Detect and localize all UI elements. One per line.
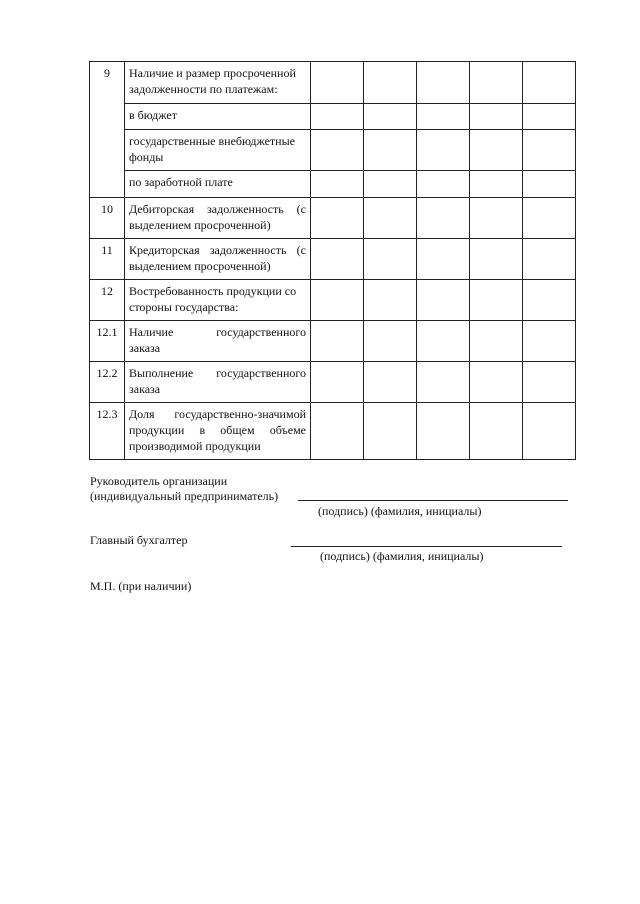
value-cell bbox=[417, 171, 470, 198]
head-signature-caption: (подпись) (фамилия, инициалы) bbox=[318, 504, 482, 518]
value-cell bbox=[364, 321, 417, 362]
value-cell bbox=[417, 62, 470, 104]
value-cell bbox=[311, 403, 364, 460]
value-cell bbox=[523, 321, 576, 362]
row-label-line: выделением просроченной) bbox=[129, 218, 271, 232]
head-subtitle: (индивидуальный предприниматель) bbox=[90, 489, 279, 503]
value-cell bbox=[470, 104, 523, 130]
row-label: Востребованность продукции со стороны государства: bbox=[125, 280, 311, 321]
table-row bbox=[90, 362, 576, 403]
value-cell bbox=[311, 362, 364, 403]
row-label: по заработной плате bbox=[125, 171, 311, 198]
value-cell bbox=[364, 171, 417, 198]
value-cell bbox=[417, 280, 470, 321]
value-cell bbox=[417, 198, 470, 239]
value-cell bbox=[523, 280, 576, 321]
value-cell bbox=[417, 104, 470, 130]
accountant-signature-caption: (подпись) (фамилия, инициалы) bbox=[320, 549, 484, 563]
row-label-line: Выполнение государственного bbox=[129, 366, 306, 380]
value-cell bbox=[364, 104, 417, 130]
value-cell bbox=[470, 321, 523, 362]
row-number: 10 bbox=[90, 198, 125, 239]
value-cell bbox=[470, 62, 523, 104]
value-cell bbox=[364, 362, 417, 403]
row-number: 12.1 bbox=[90, 321, 125, 362]
value-cell bbox=[311, 62, 364, 104]
value-cell bbox=[364, 280, 417, 321]
value-cell bbox=[523, 171, 576, 198]
table-row bbox=[90, 198, 576, 239]
value-cell bbox=[364, 62, 417, 104]
table-row bbox=[90, 171, 576, 198]
value-cell bbox=[470, 403, 523, 460]
row-label bbox=[125, 362, 311, 403]
head-title: Руководитель организации bbox=[90, 474, 228, 488]
row-label bbox=[125, 403, 311, 460]
row-number: 12.3 bbox=[90, 403, 125, 460]
value-cell bbox=[417, 403, 470, 460]
row-label bbox=[125, 321, 311, 362]
value-cell bbox=[523, 62, 576, 104]
value-cell bbox=[311, 280, 364, 321]
value-cell bbox=[523, 403, 576, 460]
value-cell bbox=[470, 198, 523, 239]
row-number: 9 bbox=[90, 62, 125, 198]
table-row bbox=[90, 280, 576, 321]
accountant-title: Главный бухгалтер bbox=[90, 533, 188, 547]
value-cell bbox=[311, 198, 364, 239]
row-label-line: продукции в общем объеме bbox=[129, 423, 306, 437]
table-row bbox=[90, 403, 576, 460]
value-cell bbox=[417, 362, 470, 403]
row-label-line: выделением просроченной) bbox=[129, 259, 271, 273]
value-cell bbox=[470, 239, 523, 280]
value-cell bbox=[417, 239, 470, 280]
value-cell bbox=[523, 198, 576, 239]
table-row bbox=[90, 321, 576, 362]
table-row bbox=[90, 62, 576, 104]
value-cell bbox=[523, 362, 576, 403]
value-cell bbox=[311, 171, 364, 198]
row-number: 12.2 bbox=[90, 362, 125, 403]
row-label: в бюджет bbox=[125, 104, 311, 130]
row-label-line: Кредиторская задолженность (с bbox=[129, 243, 306, 257]
table-row bbox=[90, 104, 576, 130]
value-cell bbox=[311, 130, 364, 171]
row-label-line: заказа bbox=[129, 341, 161, 355]
accountant-signature-line bbox=[291, 546, 562, 547]
value-cell bbox=[311, 321, 364, 362]
value-cell bbox=[523, 104, 576, 130]
value-cell bbox=[523, 130, 576, 171]
value-cell bbox=[470, 280, 523, 321]
row-number: 12 bbox=[90, 280, 125, 321]
row-label bbox=[125, 198, 311, 239]
value-cell bbox=[470, 362, 523, 403]
value-cell bbox=[311, 104, 364, 130]
table-row bbox=[90, 239, 576, 280]
table-row bbox=[90, 130, 576, 171]
value-cell bbox=[417, 321, 470, 362]
value-cell bbox=[523, 239, 576, 280]
stamp-place: М.П. (при наличии) bbox=[90, 579, 192, 593]
value-cell bbox=[417, 130, 470, 171]
row-number: 11 bbox=[90, 239, 125, 280]
indicators-table bbox=[89, 61, 576, 460]
value-cell bbox=[470, 171, 523, 198]
row-label-line: заказа bbox=[129, 382, 161, 396]
value-cell bbox=[311, 239, 364, 280]
row-label bbox=[125, 239, 311, 280]
row-label-line: Дебиторская задолженность (с bbox=[129, 202, 306, 216]
row-label-line: Доля государственно-значимой bbox=[129, 407, 306, 421]
head-signature-line bbox=[298, 500, 568, 501]
value-cell bbox=[364, 403, 417, 460]
row-label-line: производимой продукции bbox=[129, 439, 261, 453]
row-label-line: Наличие государственного bbox=[129, 325, 306, 339]
row-label: государственные внебюджетные фонды bbox=[125, 130, 311, 171]
value-cell bbox=[364, 130, 417, 171]
value-cell bbox=[364, 239, 417, 280]
row-label: Наличие и размер просроченной задолженности по платежам: bbox=[125, 62, 311, 104]
value-cell bbox=[470, 130, 523, 171]
value-cell bbox=[364, 198, 417, 239]
